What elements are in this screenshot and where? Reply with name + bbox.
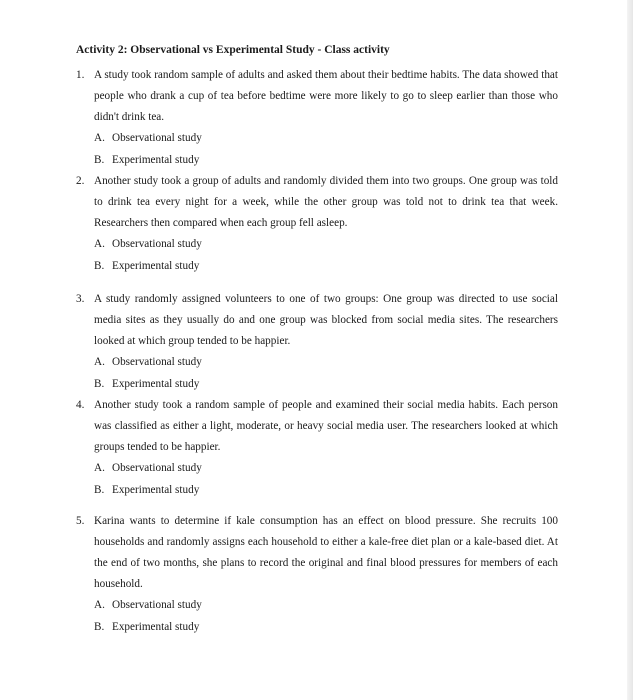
question-3: [76, 289, 558, 395]
option-b[interactable]: [94, 374, 558, 396]
option-label: Experimental study: [112, 377, 200, 390]
activity-title: Activity 2: Observational vs Experimental Study - Class activity: [76, 44, 390, 56]
option-label: Observational study: [112, 599, 202, 611]
option-letter: A.: [94, 599, 105, 611]
option-letter: B.: [94, 483, 105, 496]
option-a[interactable]: [94, 458, 558, 480]
option-letter: A.: [94, 238, 105, 250]
question-4: [76, 395, 558, 501]
option-label: Experimental study: [112, 153, 200, 166]
question-number: 3.: [76, 293, 85, 305]
option-letter: A.: [94, 356, 105, 368]
question-text: A study randomly assigned volunteers to one of two groups: One group was directed to use social media sites as they usually do and one group was blocked from social media sites. The researchers looked at which group tended to be happier.: [94, 293, 558, 347]
answer-options: [94, 458, 558, 501]
question-number: 4.: [76, 399, 85, 411]
option-letter: A.: [94, 462, 105, 474]
question-text: Another study took a group of adults and randomly divided them into two groups. One group was told to drink tea every night for a week, while the other group was told not to drink tea that week. Researchers then compared when each group fell asleep.: [94, 175, 558, 229]
option-a[interactable]: [94, 352, 558, 374]
question-text: Another study took a random sample of people and examined their social media habits. Each person was classified as either a light, moderate, or heavy social media user. The researchers looked at which groups tended to be happier.: [94, 399, 558, 453]
question-number: 1.: [76, 69, 85, 81]
option-label: Observational study: [112, 462, 202, 474]
option-a[interactable]: [94, 595, 558, 617]
question-5: [76, 511, 558, 638]
option-label: Experimental study: [112, 483, 200, 496]
option-letter: B.: [94, 377, 105, 390]
option-letter: B.: [94, 259, 105, 272]
option-a[interactable]: [94, 128, 558, 150]
question-1: [76, 65, 558, 171]
answer-options: [94, 595, 558, 638]
option-letter: B.: [94, 620, 105, 633]
option-letter: A.: [94, 132, 105, 144]
option-label: Observational study: [112, 238, 202, 250]
option-label: Experimental study: [112, 620, 200, 633]
option-b[interactable]: [94, 150, 558, 172]
question-text: Karina wants to determine if kale consumption has an effect on blood pressure. She recruits 100 households and randomly assigns each household to either a kale-free diet plan or a kale-based diet. At the end of two months, she plans to record the original and final blood pressures for members of each household.: [94, 515, 558, 590]
question-text: A study took random sample of adults and asked them about their bedtime habits. The data showed that people who drank a cup of tea before bedtime were more likely to go to sleep earlier than those who didn't drink tea.: [94, 69, 558, 123]
option-b[interactable]: [94, 480, 558, 502]
question-2: [76, 171, 558, 277]
option-label: Observational study: [112, 356, 202, 368]
option-a[interactable]: [94, 234, 558, 256]
option-b[interactable]: [94, 256, 558, 278]
question-number: 5.: [76, 515, 85, 527]
question-number: 2.: [76, 175, 85, 187]
option-label: Observational study: [112, 132, 202, 144]
answer-options: [94, 352, 558, 395]
page-edge: [627, 0, 633, 700]
option-b[interactable]: [94, 617, 558, 639]
answer-options: [94, 128, 558, 171]
answer-options: [94, 234, 558, 277]
option-label: Experimental study: [112, 259, 200, 272]
option-letter: B.: [94, 153, 105, 166]
